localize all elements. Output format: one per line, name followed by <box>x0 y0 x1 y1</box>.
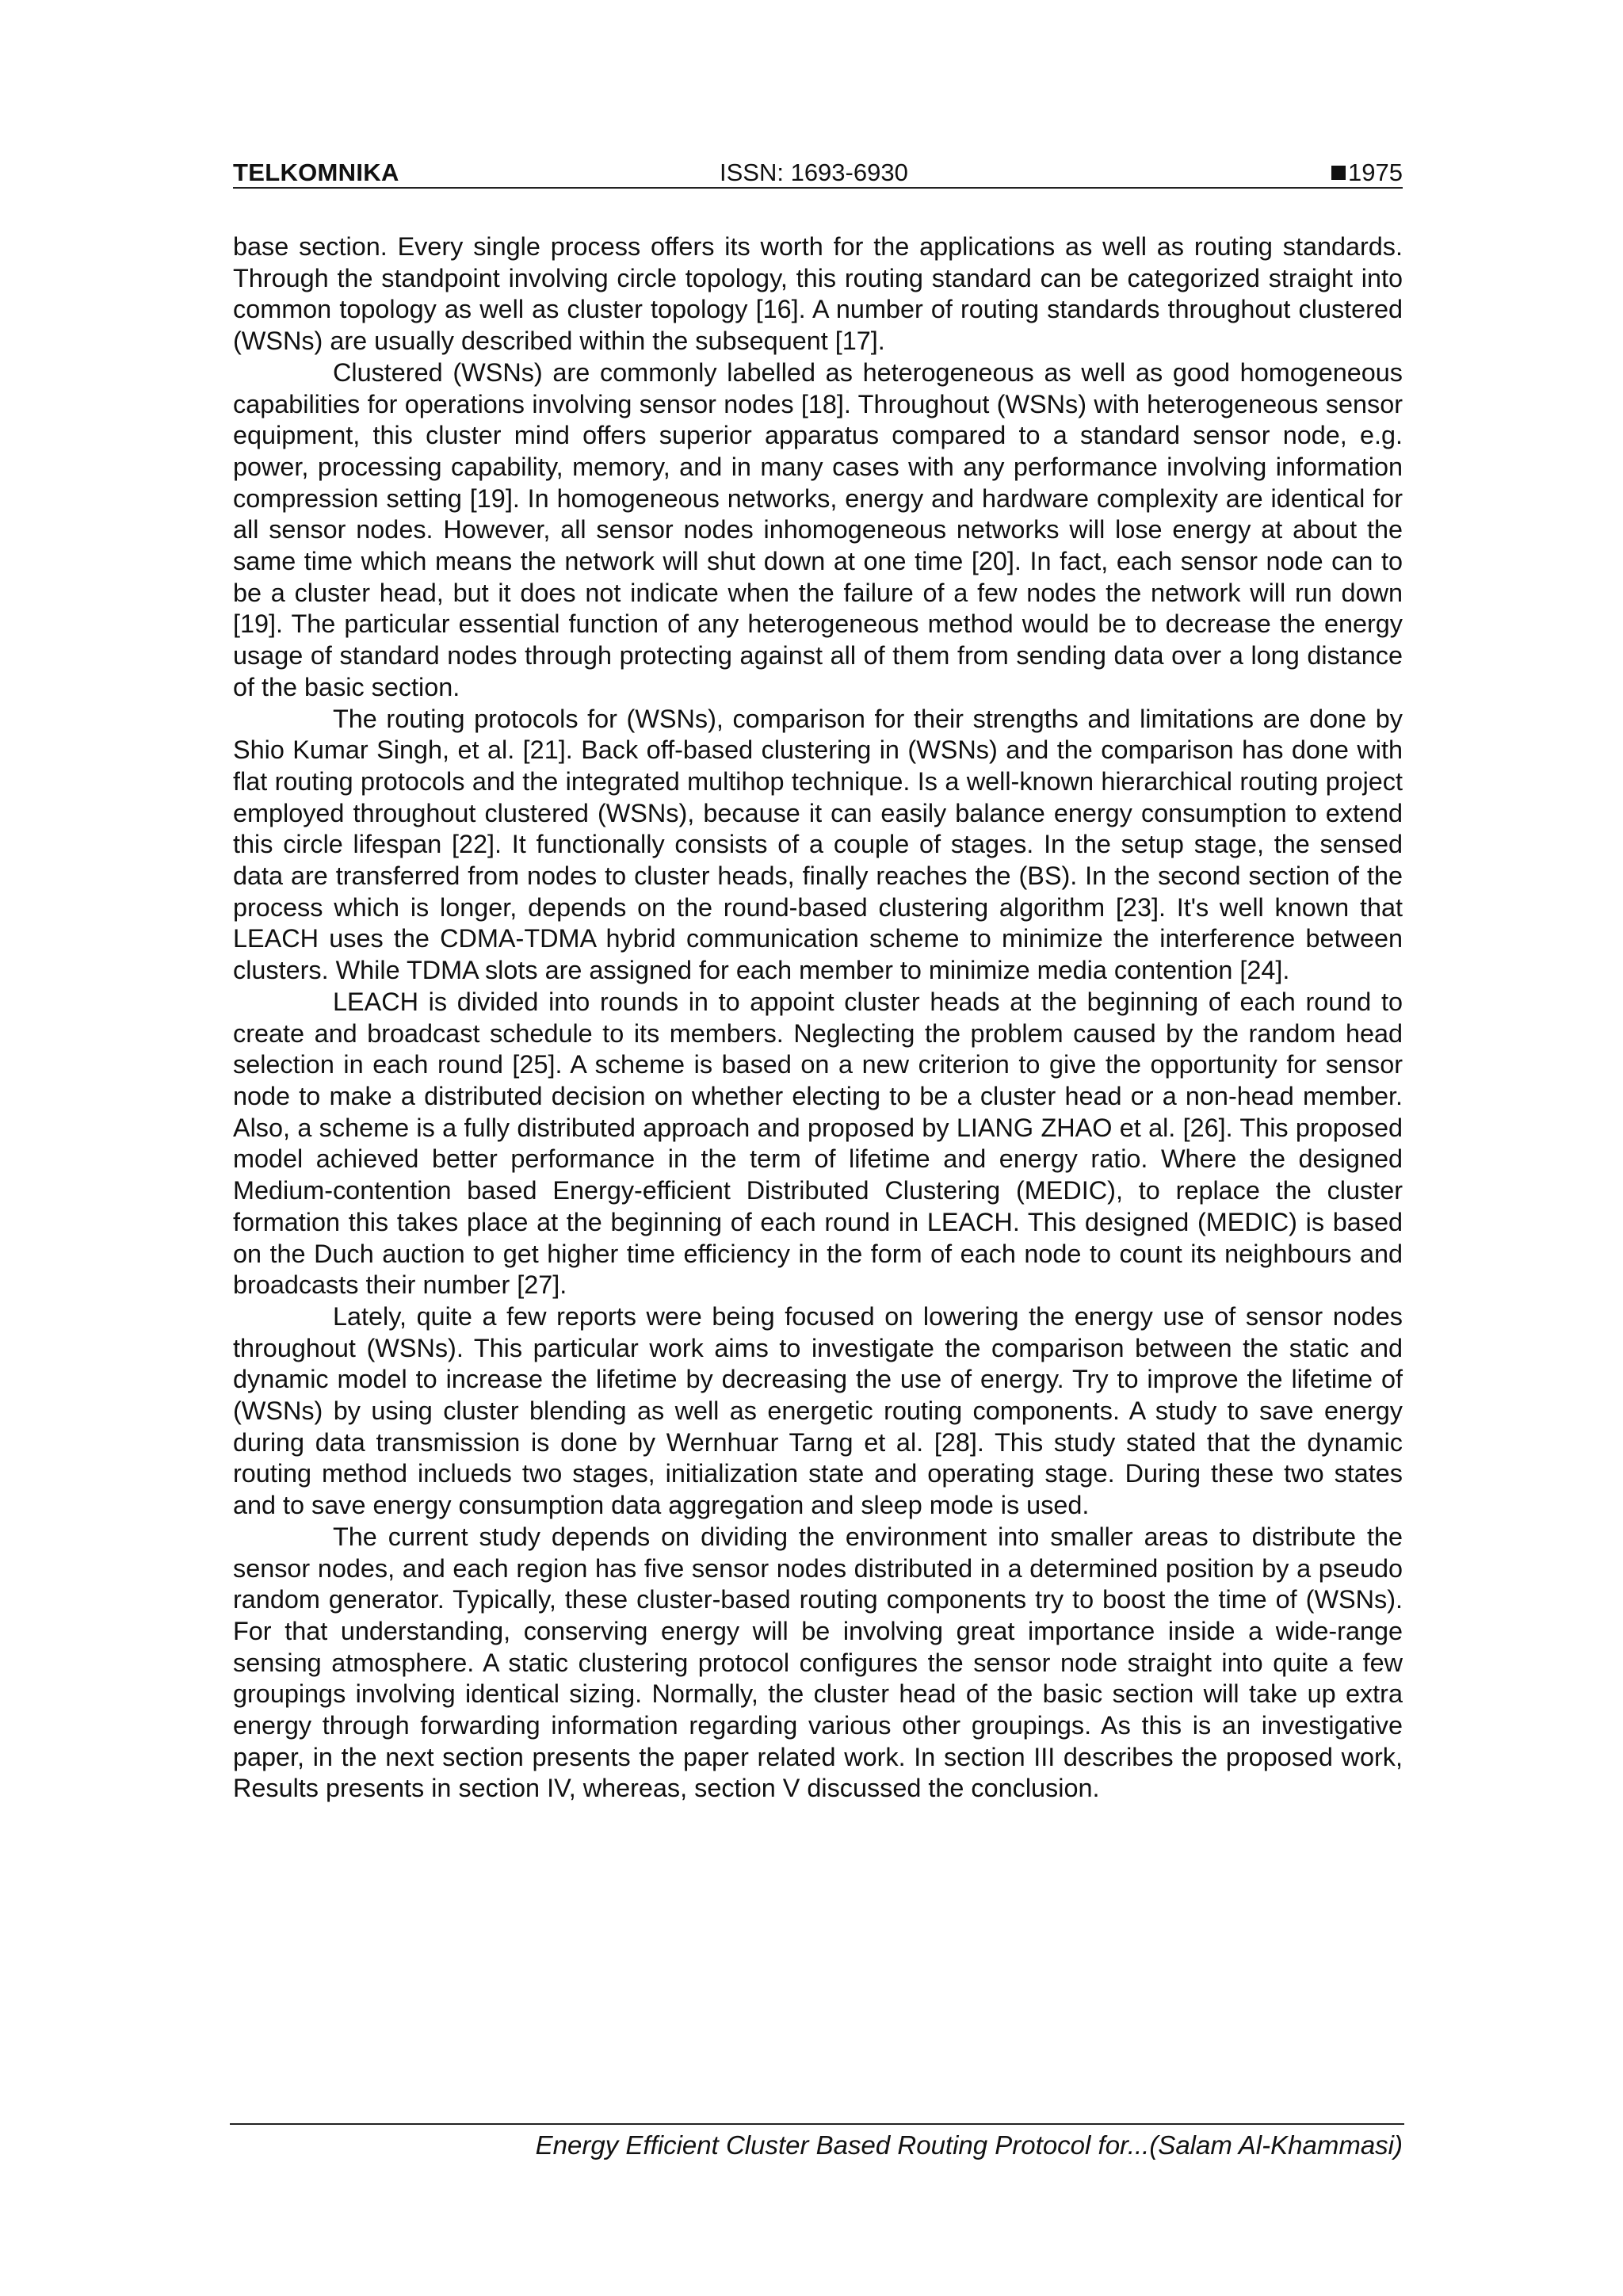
black-square-icon <box>1331 166 1346 180</box>
article-body <box>233 231 1403 1805</box>
paragraph: base section. Every single process offers its worth for the applications as well as routing standards. Through the standpoint involving circle topology, this routing standard can be categorized straight into common topology as well as cluster topology [16]. A number of routing standards throughout clustered (WSNs) are usually described within the subsequent [17]. <box>233 232 1403 356</box>
paragraph: The routing protocols for (WSNs), comparison for their strengths and limitations are done by Shio Kumar Singh, et al. [21]. Back off-based clustering in (WSNs) and the comparison has done with flat routing protocols and the integrated multihop technique. Is a well-known hierarchical routing project employed throughout clustered (WSNs), because it can easily balance energy consumption to extend this circle lifespan [22]. It functionally consists of a couple of stages. In the setup stage, the sensed data are transferred from nodes to cluster heads, finally reaches the (BS). In the second section of the process which is longer, depends on the round-based clustering algorithm [23]. It's well known that LEACH uses the CDMA-TDMA hybrid communication scheme to minimize the interference between clusters. While TDMA slots are assigned for each member to minimize media contention [24]. <box>233 704 1403 985</box>
page-number-value: 1975 <box>1348 159 1403 186</box>
page-header <box>233 155 1403 189</box>
paragraph: Lately, quite a few reports were being focused on lowering the energy use of sensor nodes throughout (WSNs). This particular work aims to investigate the comparison between the static and dynamic model to increase the lifetime by decreasing the use of energy. Try to improve the lifetime of (WSNs) by using cluster blending as well as energetic routing components. A study to save energy during data transmission is done by Wernhuar Tarng et al. [28]. This study stated that the dynamic routing method inclueds two stages, initialization state and operating stage. During these two states and to save energy consumption data aggregation and sleep mode is used. <box>233 1301 1403 1520</box>
running-footer: Energy Efficient Cluster Based Routing Protocol for...(Salam Al-Khammasi) <box>535 2130 1403 2160</box>
page-number <box>1331 159 1403 187</box>
issn-label: ISSN: 1693-6930 <box>720 159 908 186</box>
footer-divider <box>230 2123 1404 2125</box>
journal-name: TELKOMNIKA <box>233 159 399 186</box>
paragraph: The current study depends on dividing the environment into smaller areas to distribute the sensor nodes, and each region has five sensor nodes distributed in a determined position by a pseudo random generator. Typically, these cluster-based routing components try to boost the time of (WSNs). For that understanding, conserving energy will be involving great importance inside a wide-range sensing atmosphere. A static clustering protocol configures the sensor node straight into quite a few groupings involving identical sizing. Normally, the cluster head of the basic section will take up extra energy through forwarding information regarding various other groupings. As this is an investigative paper, in the next section presents the paper related work. In section III describes the proposed work, Results presents in section IV, whereas, section V discussed the conclusion. <box>233 1522 1403 1803</box>
paragraph: Clustered (WSNs) are commonly labelled as heterogeneous as well as good homogeneous capabilities for operations involving sensor nodes [18]. Throughout (WSNs) with heterogeneous sensor equipment, this cluster mind offers superior apparatus compared to a standard sensor node, e.g. power, processing capability, memory, and in many cases with any performance involving information compression setting [19]. In homogeneous networks, energy and hardware complexity are identical for all sensor nodes. However, all sensor nodes inhomogeneous networks will lose energy at about the same time which means the network will shut down at one time [20]. In fact, each sensor node can to be a cluster head, but it does not indicate when the failure of a few nodes the network will run down [19]. The particular essential function of any heterogeneous method would be to decrease the energy usage of standard nodes through protecting against all of them from sending data over a long distance of the basic section. <box>233 357 1403 701</box>
paragraph: LEACH is divided into rounds in to appoint cluster heads at the beginning of each round to create and broadcast schedule to its members. Neglecting the problem caused by the random head selection in each round [25]. A scheme is based on a new criterion to give the opportunity for sensor node to make a distributed decision on whether electing to be a cluster head or a non-head member. Also, a scheme is a fully distributed approach and proposed by LIANG ZHAO et al. [26]. This proposed model achieved better performance in the term of lifetime and energy ratio. Where the designed Medium-contention based Energy-efficient Distributed Clustering (MEDIC), to replace the cluster formation this takes place at the beginning of each round in LEACH. This designed (MEDIC) is based on the Duch auction to get higher time efficiency in the form of each node to count its neighbours and broadcasts their number [27]. <box>233 987 1403 1300</box>
